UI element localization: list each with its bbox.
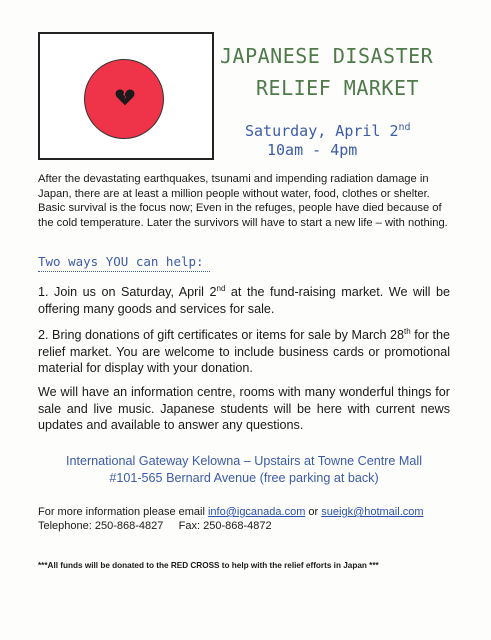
- ways-heading: Two ways YOU can help:: [38, 254, 210, 272]
- japan-flag-image: [38, 32, 214, 160]
- venue-line-1: International Gateway Kelowna – Upstairs at Towne Centre Mall: [65, 454, 423, 468]
- footer-note: ***All funds will be donated to the RED CROSS to help with the relief efforts in Japan ***: [38, 561, 379, 570]
- event-date: [245, 118, 465, 160]
- email-link-info[interactable]: info@igcanada.com: [207, 506, 306, 518]
- venue-line-2: #101-565 Bernard Avenue (free parking at back): [109, 470, 379, 485]
- title-line-2: RELIEF MARKET: [256, 76, 420, 100]
- point-1-text: 1. Join us on Saturday, April 2: [38, 285, 217, 300]
- email-or: or: [305, 506, 322, 518]
- event-time: 10am - 4pm: [267, 141, 358, 159]
- point-2-paragraph: [38, 324, 450, 377]
- date-suffix: nd: [398, 122, 411, 133]
- point-2-text: 2. Bring donations of gift certificates or items for sale by March 28: [38, 328, 405, 343]
- title-line-1: JAPANESE DISASTER: [220, 44, 434, 68]
- point-2-suffix: th: [404, 327, 411, 336]
- venue-address: [38, 453, 450, 486]
- point-1-paragraph: [38, 281, 450, 317]
- email-line: [38, 506, 458, 520]
- red-sun-circle: [84, 59, 164, 139]
- broken-heart-icon: [114, 86, 136, 108]
- contact-info: [38, 506, 458, 533]
- intro-paragraph: After the devastating earthquakes, tsunami and impending radiation damage in Japan, there are at least a million people without water, food, clothes or shelter. Basic survival is the focus now; Even in the refuges, people have died because of the cold temperature. Later the survivors will have to start a new life – with nothing.: [38, 173, 448, 229]
- email-prefix: For more information please email: [38, 506, 208, 518]
- point-2-rest: for the relief market. You are welcome to include business cards or promotional material for display with your donation.: [38, 328, 450, 376]
- email-link-sueigk[interactable]: sueigk@hotmail.com: [321, 506, 424, 518]
- phone-fax-line: Telephone: 250-868-4827 Fax: 250-868-4872: [38, 519, 272, 532]
- point-1-rest: at the fund-raising market. We will be offering many goods and services for sale.: [38, 285, 450, 316]
- point-1-suffix: nd: [216, 284, 226, 293]
- info-paragraph: We will have an information centre, rooms with many wonderful things for sale and live music. Japanese students will be here with current news updates and available to answer any questions.: [38, 385, 450, 432]
- page-title: [220, 40, 460, 104]
- date-text: Saturday, April 2: [245, 122, 399, 140]
